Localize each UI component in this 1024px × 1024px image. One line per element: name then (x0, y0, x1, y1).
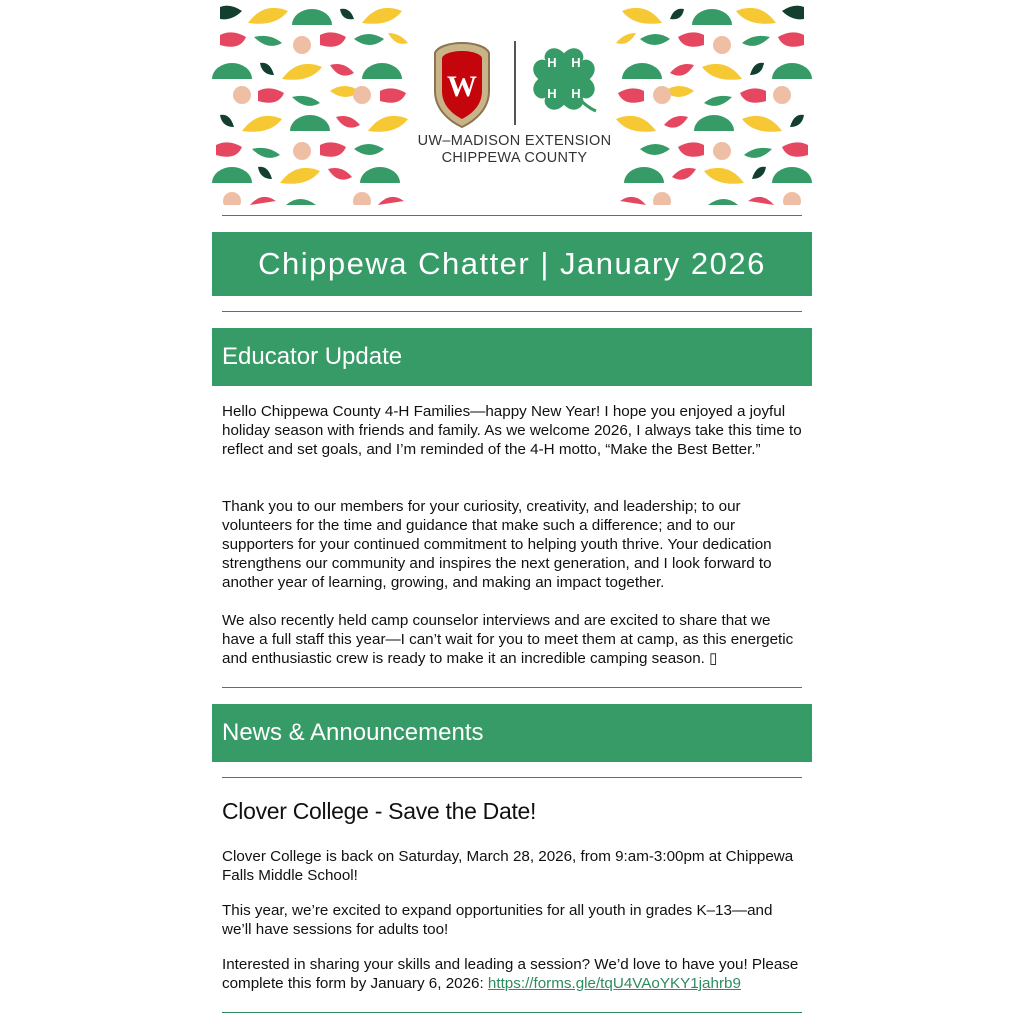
header-banner (212, 5, 812, 205)
news-heading: News & Announcements (212, 704, 812, 762)
divider (222, 215, 802, 216)
clover-college-paragraph-1: Clover College is back on Saturday, March 28, 2026, from 9:am-3:00pm at Chippewa Falls Middle School! (222, 848, 794, 884)
clover-college-paragraph-3 (222, 955, 804, 993)
logo-lockup (407, 5, 622, 205)
divider (222, 777, 802, 778)
clover-letter-3: H (547, 86, 557, 101)
clover-letter-4: H (571, 86, 581, 101)
educator-paragraph-1: Hello Chippewa County 4-H Families—happy New Year! I hope you enjoyed a joyful holiday season with friends and family. As we welcome 2026, I always take this time to reflect and set goals, and I’m reminded of the 4-H motto, “Make the Best Better.” (222, 403, 802, 458)
logo-line-2: CHIPPEWA COUNTY (441, 150, 588, 166)
uw-shield-icon (427, 39, 497, 129)
educator-paragraph-2: Thank you to our members for your curiosity, creativity, and leadership; to our volunteers for the time and guidance that make such a difference; and to our supporters for your continued commitment to helping youth thrive. Your dedication strengthens our community and inspires the next generation, and I look forward to another year of learning, growing, and making an impact together. (222, 498, 772, 591)
left-pattern (212, 5, 412, 205)
divider (222, 1012, 802, 1013)
divider (222, 687, 802, 688)
shield-letter: W (447, 70, 477, 103)
divider (222, 311, 802, 312)
right-pattern (612, 5, 812, 205)
clover-letter-1: H (547, 55, 557, 70)
logo-divider (514, 41, 516, 125)
educator-update-heading: Educator Update (212, 328, 812, 386)
session-form-link[interactable]: https://forms.gle/tqU4VAoYKY1jahrb9 (487, 975, 741, 992)
clover-college-paragraph-2: This year, we’re excited to expand opportunities for all youth in grades K–13—and we’ll have sessions for adults too! (222, 902, 773, 938)
clover-letter-2: H (571, 55, 581, 70)
4h-clover-icon (524, 39, 604, 125)
logo-line-1: UW–MADISON EXTENSION (417, 133, 612, 149)
educator-paragraph-3: We also recently held camp counselor interviews and are excited to share that we have a full staff this year—I can’t wait for you to meet them at camp, as this energetic and enthusiastic crew is ready to make it an incredible camping season. ▯ (222, 612, 794, 667)
clover-college-paragraph-3-text: Interested in sharing your skills and leading a session? We’d love to have you! Please complete this form by January 6, 2026: (222, 956, 799, 992)
newsletter-title: Chippewa Chatter | January 2026 (212, 232, 812, 296)
clover-college-title: Clover College - Save the Date! (222, 798, 537, 824)
newsletter-email (212, 0, 812, 1024)
